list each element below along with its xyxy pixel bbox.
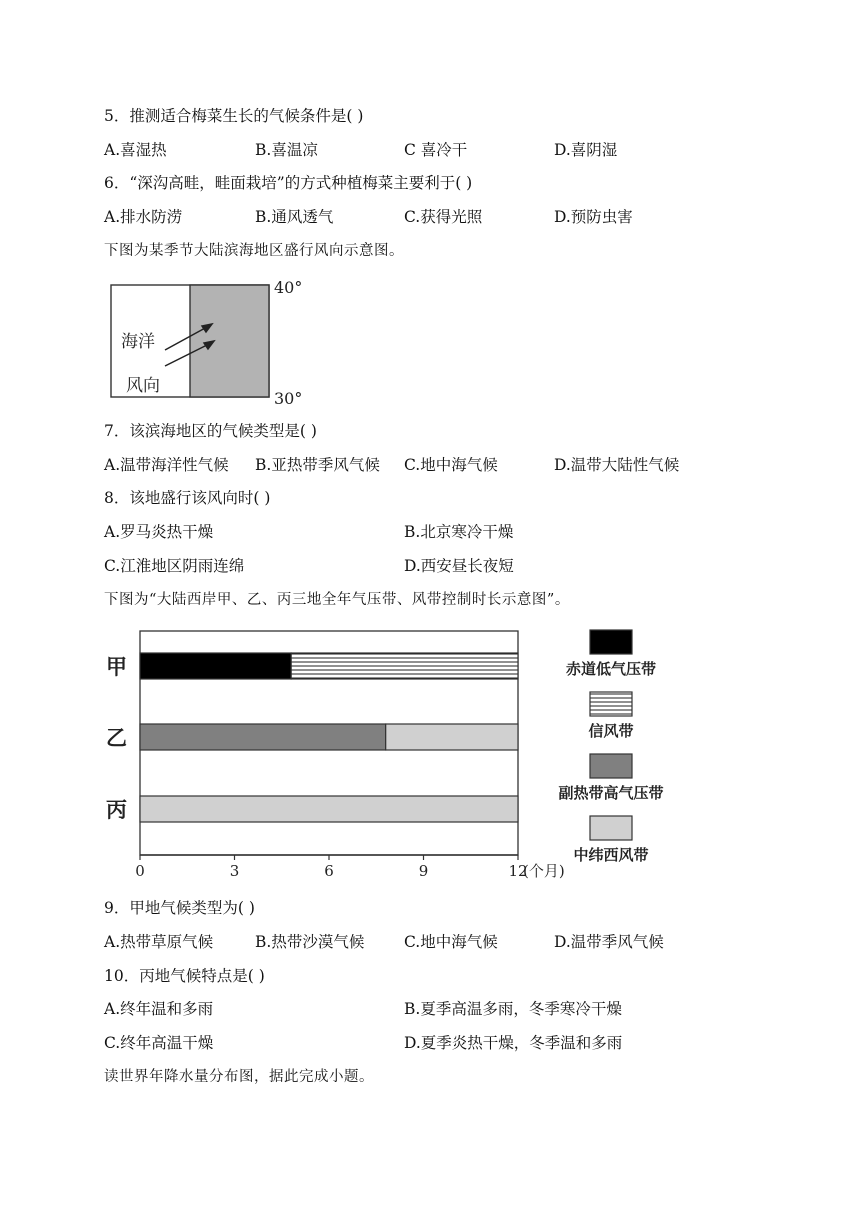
q8-option-b: B.北京寒冷干燥 [404, 523, 514, 541]
question-10-stem: 10．丙地气候特点是( ) [104, 967, 265, 985]
question-7-stem: 7．该滨海地区的气候类型是( ) [104, 422, 317, 440]
q6-option-c: C.获得光照 [404, 208, 483, 226]
legend-swatch-2 [590, 754, 632, 778]
x-tick-label-4: 12 [508, 862, 528, 880]
legend-swatch-0 [590, 630, 632, 654]
q5-option-b: B.喜温凉 [255, 141, 318, 159]
question-9-stem: 9．甲地气候类型为( ) [104, 899, 255, 917]
legend-swatch-3 [590, 816, 632, 840]
x-tick-label-3: 9 [418, 862, 429, 880]
rainfall-intro: 读世界年降水量分布图，据此完成小题。 [104, 1069, 374, 1085]
belt-figure-intro: 下图为“大陆西岸甲、乙、丙三地全年气压带、风带控制时长示意图”。 [104, 592, 570, 608]
q8-option-c: C.江淮地区阴雨连绵 [104, 557, 245, 575]
lat-40-label: 40° [274, 278, 303, 297]
q10-option-b: B.夏季高温多雨，冬季寒冷干燥 [404, 1000, 622, 1018]
q9-option-d: D.温带季风气候 [554, 933, 664, 951]
bar-segment-0-0 [140, 653, 291, 679]
q7-option-b: B.亚热带季风气候 [255, 456, 380, 474]
q9-option-b: B.热带沙漠气候 [255, 933, 365, 951]
legend-label-0: 赤道低气压带 [565, 660, 657, 678]
q8-option-d: D.西安昼长夜短 [404, 557, 514, 575]
legend-label-2: 副热带高气压带 [558, 784, 664, 802]
q5-option-d: D.喜阴湿 [554, 141, 618, 159]
row-label-0: 甲 [106, 655, 127, 679]
row-label-2: 丙 [106, 798, 127, 822]
q8-option-a: A.罗马炎热干燥 [104, 523, 214, 541]
question-8-stem: 8．该地盛行该风向时( ) [104, 489, 271, 507]
ocean-label: 海洋 [121, 332, 155, 352]
q7-option-d: D.温带大陆性气候 [554, 456, 680, 474]
q7-option-a: A.温带海洋性气候 [104, 456, 229, 474]
q10-option-c: C.终年高温干燥 [104, 1034, 214, 1052]
q6-option-b: B.通风透气 [255, 208, 334, 226]
q9-option-c: C.地中海气候 [404, 933, 498, 951]
question-6-stem: 6．“深沟高畦，畦面栽培”的方式种植梅菜主要利于( ) [104, 174, 473, 192]
question-5-stem: 5．推测适合梅菜生长的气候条件是( ) [104, 107, 364, 125]
x-tick-label-1: 3 [229, 862, 240, 880]
q5-option-a: A.喜湿热 [104, 141, 167, 159]
lat-30-label: 30° [274, 389, 303, 408]
q10-option-d: D.夏季炎热干燥，冬季温和多雨 [404, 1034, 623, 1052]
q7-option-c: C.地中海气候 [404, 456, 498, 474]
q9-option-a: A.热带草原气候 [104, 933, 214, 951]
bar-segment-0-1 [291, 653, 518, 679]
q6-option-d: D.预防虫害 [554, 208, 633, 226]
x-tick-label-0: 0 [135, 862, 145, 880]
wind-label: 风向 [126, 376, 160, 396]
land-area [190, 285, 269, 397]
bar-segment-1-1 [386, 724, 518, 750]
legend-label-1: 信风带 [588, 722, 634, 740]
q10-option-a: A.终年温和多雨 [104, 1000, 214, 1018]
bar-segment-2-0 [140, 796, 518, 822]
bar-segment-1-0 [140, 724, 386, 750]
row-label-1: 乙 [106, 726, 127, 750]
x-axis-unit-label: (个月) [523, 862, 565, 880]
wind-figure-intro: 下图为某季节大陆滨海地区盛行风向示意图。 [104, 243, 404, 259]
q5-option-c: C 喜冷干 [404, 141, 468, 159]
legend-swatch-1 [590, 692, 632, 716]
pressure-wind-belt-chart [100, 624, 690, 890]
legend-label-3: 中纬西风带 [573, 846, 649, 864]
wind-direction-figure [104, 276, 319, 408]
x-tick-label-2: 6 [324, 862, 334, 880]
q6-option-a: A.排水防涝 [104, 208, 183, 226]
